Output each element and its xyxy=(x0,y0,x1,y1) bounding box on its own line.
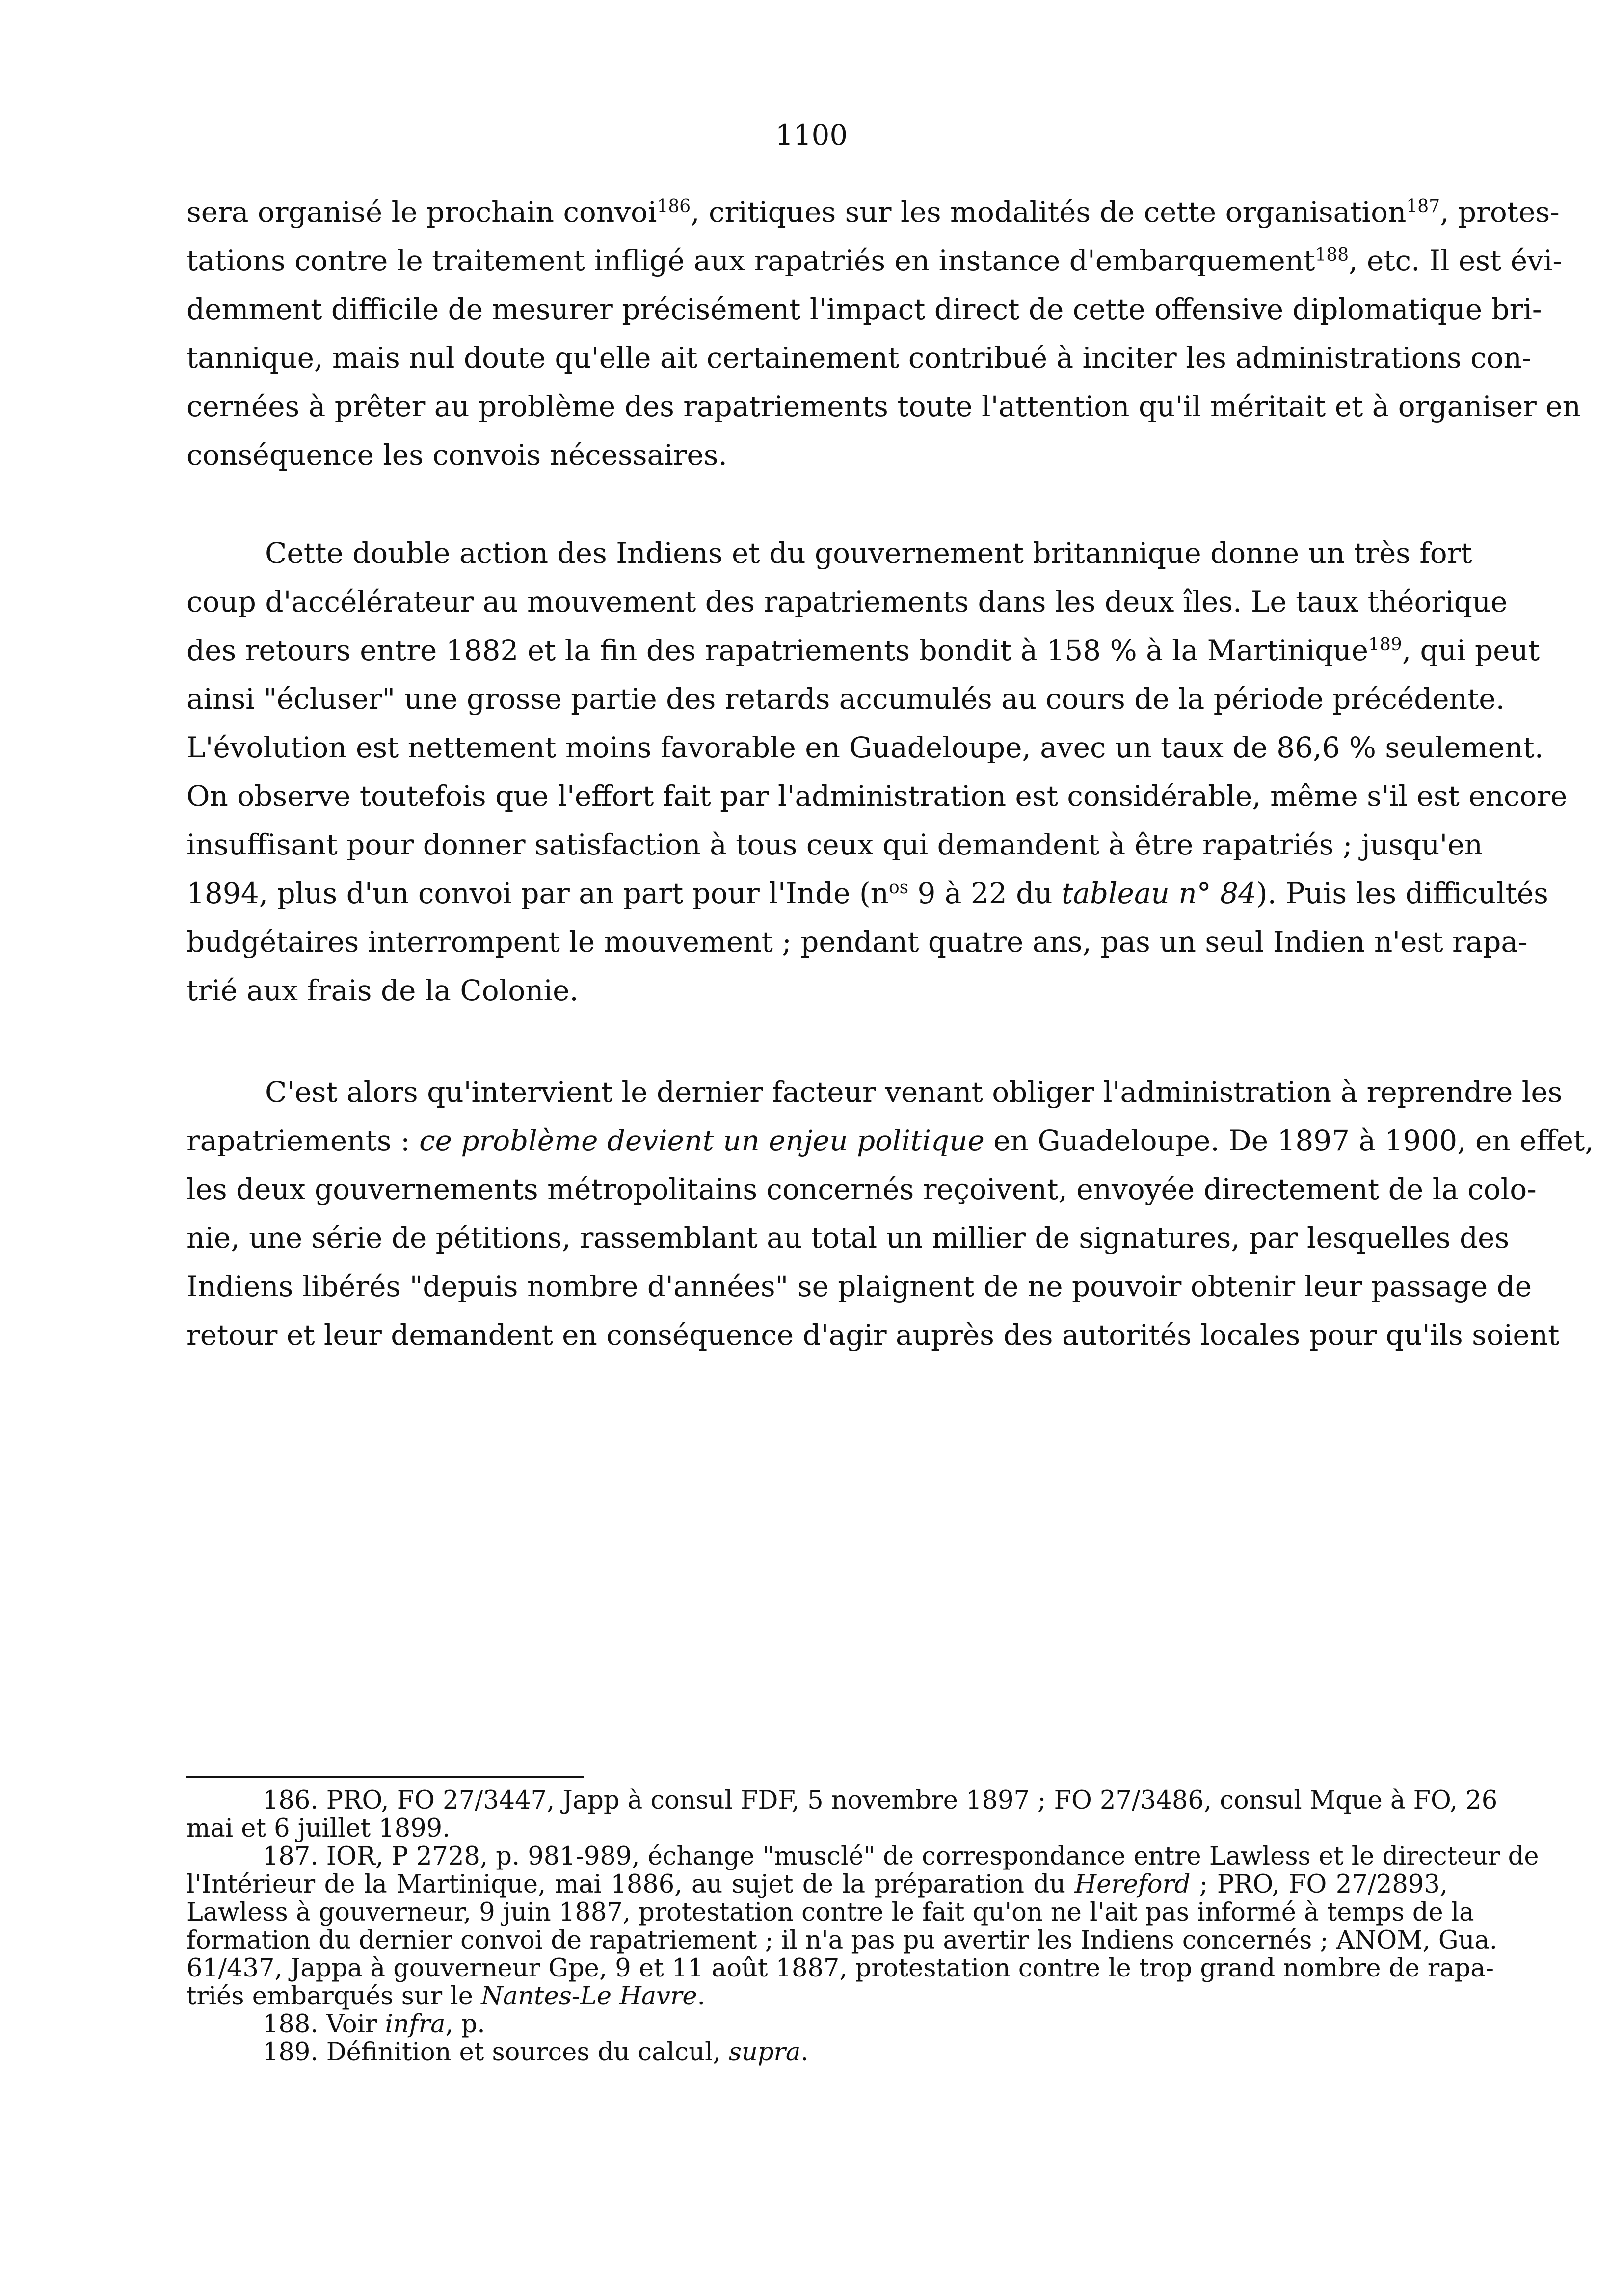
text-span: 189. Définition et sources du calcul, xyxy=(263,2038,729,2067)
text-line xyxy=(186,869,1548,918)
footnote-ref-186[interactable]: 186 xyxy=(657,196,691,216)
text-line xyxy=(186,237,1562,285)
text-line: insuffisant pour donner satisfaction à tous ceux qui demandent à être rapatriés ; jusqu'en xyxy=(186,828,1483,861)
footnote-189 xyxy=(186,2038,1448,2066)
text-span: , qui peut xyxy=(1402,634,1540,667)
text-line: trié aux frais de la Colonie. xyxy=(186,974,579,1007)
text-span: , p. xyxy=(445,2010,485,2039)
text-line: coup d'accélérateur au mouvement des rapatriements dans les deux îles. Le taux théorique xyxy=(186,585,1508,618)
text-line: C'est alors qu'intervient le dernier facteur venant obliger l'administration à reprendre les xyxy=(265,1075,1563,1109)
text-line: On observe toutefois que l'effort fait par l'administration est considérable, même s'il est encore xyxy=(186,779,1568,813)
text-span: 9 à 22 du xyxy=(908,877,1062,910)
text-span: , critiques sur les modalités de cette organisation xyxy=(691,195,1407,229)
text-line: nie, une série de pétitions, rassemblant au total un millier de signatures, par lesquelles des xyxy=(186,1221,1510,1255)
text-span: sera organisé le prochain convoi xyxy=(186,195,657,229)
text-line xyxy=(186,188,1560,237)
text-span: . xyxy=(697,1982,705,2011)
text-line: demment difficile de mesurer précisément l'impact direct de cette offensive diplomatique bri- xyxy=(186,293,1542,326)
text-line: les deux gouvernements métropolitains concernés reçoivent, envoyée directement de la colo- xyxy=(186,1173,1537,1206)
page-number: 1100 xyxy=(775,118,848,152)
text-span: triés embarqués sur le xyxy=(186,1982,481,2011)
footnote-ref-189[interactable]: 189 xyxy=(1368,635,1402,655)
paragraph-3 xyxy=(186,1068,1594,1360)
footnote-186-line: mai et 6 juillet 1899. xyxy=(186,1814,451,1843)
paragraph-1 xyxy=(186,188,1581,480)
paragraph-2 xyxy=(186,529,1568,1015)
text-span: 1894, plus d'un convoi par an part pour l'Inde (n xyxy=(186,877,889,910)
text-line: tannique, mais nul doute qu'elle ait certainement contribué à inciter les administrations con- xyxy=(186,341,1532,374)
footnote-187-line: 61/437, Jappa à gouverneur Gpe, 9 et 11 août 1887, protestation contre le trop grand nombre de rapa- xyxy=(186,1954,1494,1983)
footnote-ref-188[interactable]: 188 xyxy=(1315,245,1349,265)
text-span: , protes- xyxy=(1440,195,1560,229)
footnote-separator xyxy=(186,1776,584,1778)
text-line: budgétaires interrompent le mouvement ; pendant quatre ans, pas un seul Indien n'est rapa- xyxy=(186,925,1528,959)
text-span: . xyxy=(800,2038,809,2067)
footnote-187-line xyxy=(186,1982,1448,2010)
text-line: conséquence les convois nécessaires. xyxy=(186,438,727,472)
ship-name: Nantes-Le Havre xyxy=(481,1982,697,2011)
superscript: os xyxy=(888,878,909,898)
footnote-187-line: 187. IOR, P 2728, p. 981-989, échange "musclé" de correspondance entre Lawless et le directeur de xyxy=(263,1842,1539,1871)
text-line: Cette double action des Indiens et du gouvernement britannique donne un très fort xyxy=(265,536,1472,570)
text-span: 188. Voir xyxy=(263,2010,385,2039)
text-line: retour et leur demandent en conséquence d'agir auprès des autorités locales pour qu'ils soient xyxy=(186,1318,1560,1352)
text-span: tations contre le traitement infligé aux rapatriés en instance d'embarquement xyxy=(186,244,1315,277)
text-line xyxy=(186,626,1540,675)
text-line: Indiens libérés "depuis nombre d'années" se plaignent de ne pouvoir obtenir leur passage de xyxy=(186,1270,1532,1303)
text-span: rapatriements : xyxy=(186,1124,420,1157)
text-span: ; PRO, FO 27/2893, xyxy=(1190,1870,1448,1899)
footnote-187-line xyxy=(186,1870,1448,1898)
footnote-188 xyxy=(186,2010,1448,2038)
text-span: , etc. Il est évi- xyxy=(1349,244,1562,277)
italic-word: supra xyxy=(728,2038,801,2067)
footnote-187-line: formation du dernier convoi de rapatriement ; il n'a pas pu avertir les Indiens concernés ; ANOM, Gua. xyxy=(186,1926,1498,1955)
footnote-ref-187[interactable]: 187 xyxy=(1406,196,1440,216)
footnotes xyxy=(186,1786,1539,2067)
text-line xyxy=(186,1117,1594,1165)
italic-word: infra xyxy=(385,2010,446,2039)
footnote-186-line: 186. PRO, FO 27/3447, Japp à consul FDF, 5 novembre 1897 ; FO 27/3486, consul Mque à FO, 26 xyxy=(263,1786,1498,1815)
italic-phrase: ce problème devient un enjeu politique xyxy=(419,1124,984,1157)
text-line: ainsi "écluser" une grosse partie des retards accumulés au cours de la période précédente. xyxy=(186,682,1505,716)
ship-name: Hereford xyxy=(1074,1870,1191,1899)
text-span: l'Intérieur de la Martinique, mai 1886, au sujet de la préparation du xyxy=(186,1870,1075,1899)
text-span: en Guadeloupe. De 1897 à 1900, en effet, xyxy=(984,1124,1594,1157)
text-line: cernées à prêter au problème des rapatriements toute l'attention qu'il méritait et à organiser en xyxy=(186,390,1581,423)
footnote-187-line: Lawless à gouverneur, 9 juin 1887, protestation contre le fait qu'on ne l'ait pas informé à temps de la xyxy=(186,1898,1474,1927)
text-span: ). Puis les difficultés xyxy=(1256,877,1548,910)
text-span: des retours entre 1882 et la fin des rapatriements bondit à 158 % à la Martinique xyxy=(186,634,1368,667)
italic-reference: tableau n° 84 xyxy=(1062,877,1256,910)
text-line: L'évolution est nettement moins favorable en Guadeloupe, avec un taux de 86,6 % seulement. xyxy=(186,731,1544,764)
